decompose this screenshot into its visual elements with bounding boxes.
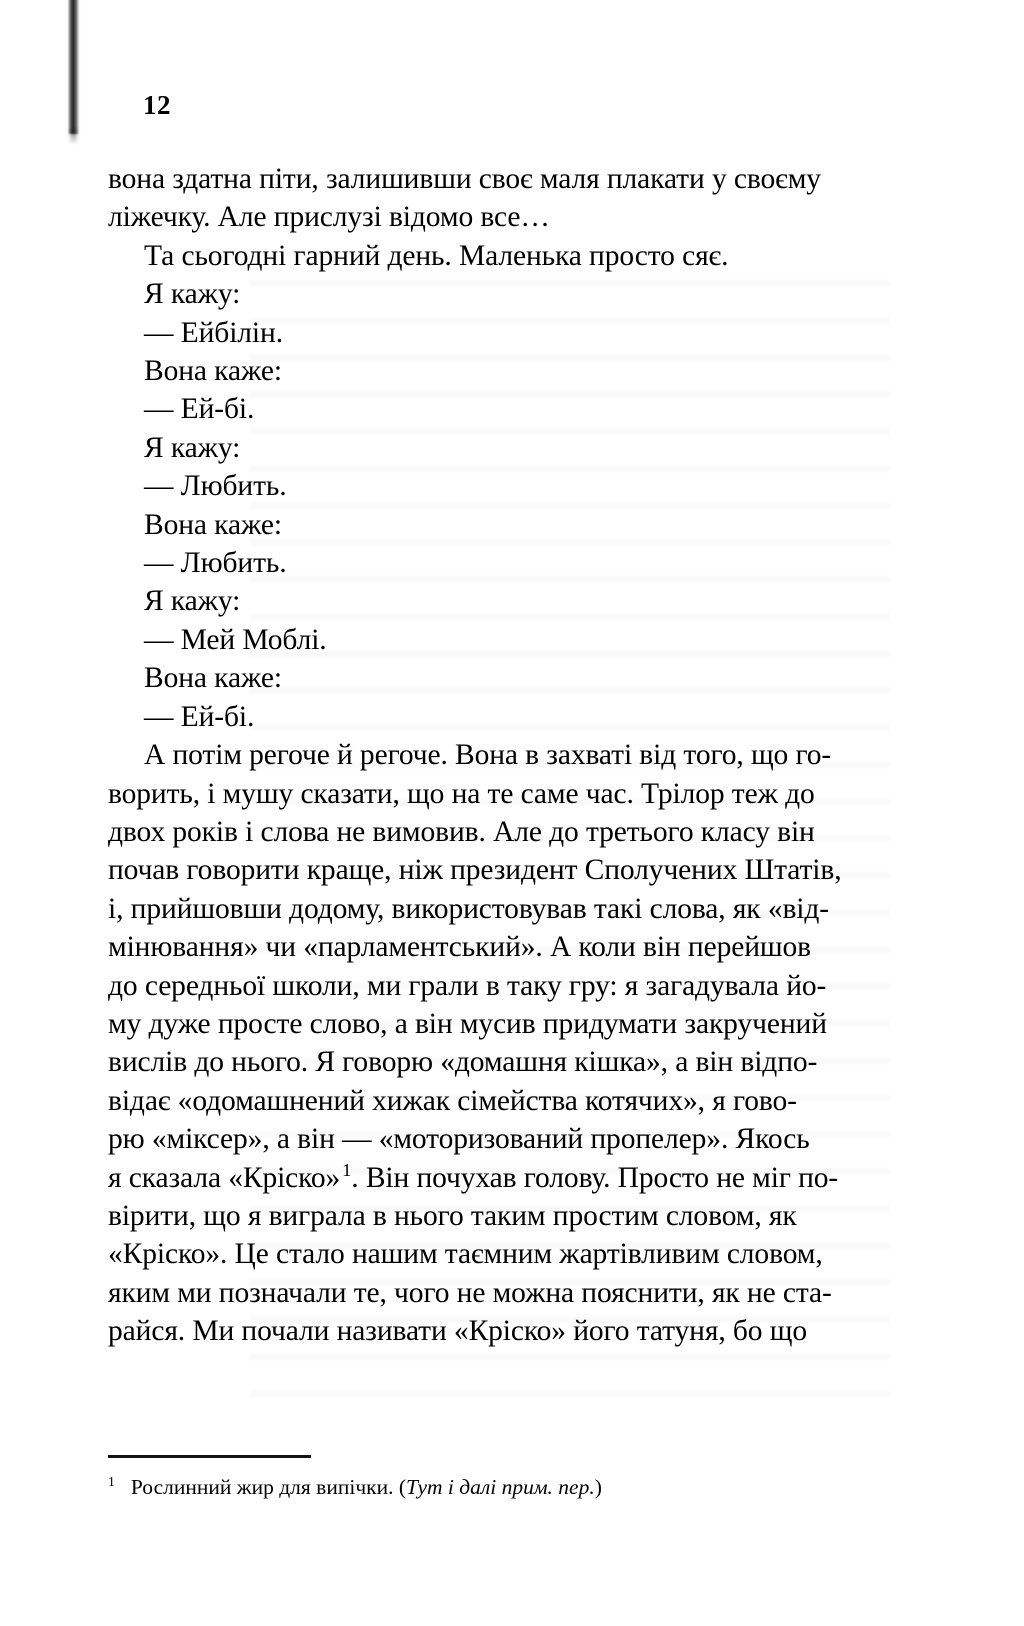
footnote-text: Рослинний жир для випічки. ( (130, 1475, 406, 1499)
footnote-ref-prefix: я сказала «Кріско» (108, 1161, 341, 1194)
paragraph-line: Та сьогодні гарний день. Маленька просто сяє. (144, 239, 729, 272)
paragraph-line: вона здатна піти, залишивши своє маля плакати у своєму (108, 163, 821, 195)
dialogue-line: Я кажу: (144, 431, 241, 464)
paragraph-line: яким ми позначали те, чого не можна пояснити, як не ста- (108, 1276, 832, 1309)
paragraph-line-with-footnote-ref (108, 1159, 898, 1197)
dialogue-line: — Ей-бі. (144, 700, 255, 733)
text-block (108, 160, 898, 1351)
dialogue-line: — Любить. (144, 547, 287, 580)
paragraph-line: ворить, і мушу сказати, що на те саме час. Трілор теж до (108, 777, 815, 810)
dialogue-line: Я кажу: (144, 278, 241, 311)
page-number: 12 (143, 90, 171, 120)
paragraph-line: і, прийшовши додому, використовував такі слова, як «від- (108, 892, 830, 925)
paragraph-line: до середньої школи, ми грали в таку гру: я загадувала йо- (108, 969, 827, 1002)
paragraph-line: му дуже просте слово, а він мусив придумати закручений (108, 1007, 827, 1040)
dialogue-line: — Ейбілін. (144, 316, 283, 349)
dialogue-line: Вона каже: (144, 355, 282, 388)
footnote-text-end: ) (594, 1475, 602, 1499)
footnote (108, 1474, 898, 1501)
footnote-ref-suffix: . Він почухав голову. Просто не міг по- (351, 1161, 839, 1194)
paragraph-line: «Кріско». Це стало нашим таємним жартівливим словом, (108, 1238, 823, 1271)
paragraph-line: райся. Ми почали називати «Кріско» його татуня, бо що (108, 1315, 807, 1348)
gutter-shadow-artifact (68, 0, 79, 134)
dialogue-line: — Любить. (144, 470, 287, 503)
dialogue-line: Вона каже: (144, 662, 282, 695)
paragraph-line: двох років і слова не вимовив. Але до третього класу він (108, 815, 815, 848)
dialogue-line: Вона каже: (144, 508, 282, 541)
paragraph-line: рю «міксер», а він — «моторизований пропелер». Якось (108, 1123, 810, 1156)
dialogue-line: Я кажу: (144, 585, 241, 618)
paragraph-line: вислів до нього. Я говорю «домашня кішка», а він відпо- (108, 1046, 818, 1079)
dialogue-line: — Ей-бі. (144, 393, 255, 426)
paragraph-line: вірити, що я виграла в нього таким простим словом, як (108, 1199, 797, 1232)
paragraph-line: відає «одомашнений хижак сімейства котячих», я гово- (108, 1084, 797, 1117)
footnote-reference-marker[interactable]: 1 (342, 1159, 352, 1180)
footnote-separator-rule (108, 1455, 311, 1458)
dialogue-line: — Мей Моблі. (144, 623, 327, 656)
paragraph-line: А потім регоче й регоче. Вона в захваті від того, що го- (144, 739, 832, 772)
footnote-area (108, 1455, 898, 1501)
footnote-italic-text: Тут і далі прим. пер. (406, 1475, 595, 1499)
paragraph-line: почав говорити краще, ніж президент Сполучених Штатів, (108, 854, 842, 887)
footnote-marker: 1 (108, 1473, 115, 1489)
paragraph-line: ліжечку. Але прислузі відомо все… (108, 201, 550, 234)
paragraph-line: мінювання» чи «парламентський». А коли він перейшов (108, 931, 812, 964)
